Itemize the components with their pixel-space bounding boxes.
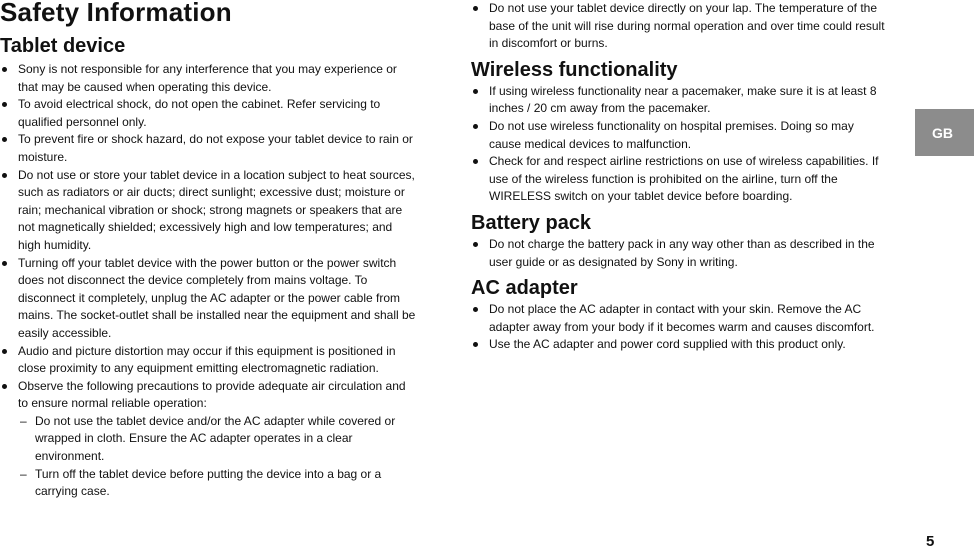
list-item: Do not use your tablet device directly on your lap. The temperature of the base of the unit will rise during normal operation and over time could result in discomfort or burns.	[471, 0, 889, 53]
tablet-device-list	[0, 61, 416, 501]
ac-adapter-list	[471, 301, 889, 354]
list-item: Do not use or store your tablet device in a location subject to heat sources, such as radiators or air ducts; direct sunlight; excessive dust; moisture or rain; mechanical vibration or shock; strong magnets or speakers that are not magnetically shielded; excessively high and low temperatures; and high humidity.	[0, 167, 416, 255]
list-item: To avoid electrical shock, do not open the cabinet. Refer servicing to qualified personnel only.	[0, 96, 416, 131]
list-item-text: Observe the following precautions to provide adequate air circulation and to ensure normal reliable operation:	[18, 378, 406, 411]
list-item: Do not use wireless functionality on hospital premises. Doing so may cause medical devices to malfunction.	[471, 118, 889, 153]
battery-list	[471, 236, 889, 271]
left-column	[0, 0, 416, 501]
sub-list-item: – Turn off the tablet device before putting the device into a bag or a carrying case.	[18, 466, 416, 501]
list-item	[0, 378, 416, 501]
list-item: Check for and respect airline restrictions on use of wireless capabilities. If use of the wireless function is prohibited on the airline, turn off the WIRELESS switch on your tablet device before boarding.	[471, 153, 889, 206]
lap-warning-list	[471, 0, 889, 53]
list-item: Do not place the AC adapter in contact with your skin. Remove the AC adapter away from your body if it becomes warm and causes discomfort.	[471, 301, 889, 336]
wireless-heading: Wireless functionality	[471, 58, 678, 81]
sub-list-item: – Do not use the tablet device and/or the AC adapter while covered or wrapped in cloth. Ensure the AC adapter operates in a clear environment.	[18, 413, 416, 466]
list-item: Sony is not responsible for any interference that you may experience or that may be caused when operating this device.	[0, 61, 416, 96]
list-item: If using wireless functionality near a pacemaker, make sure it is at least 8 inches / 20 cm away from the pacemaker.	[471, 83, 889, 118]
battery-heading: Battery pack	[471, 211, 592, 234]
tablet-device-heading: Tablet device	[0, 35, 126, 57]
sub-list	[18, 413, 416, 501]
right-column	[471, 0, 889, 354]
page-number: 5	[926, 533, 935, 550]
list-item: Turning off your tablet device with the power button or the power switch does not disconnect the device completely from mains voltage. To disconnect it completely, unplug the AC adapter or the power cable from mains. The socket-outlet shall be installed near the equipment and shall be easily accessible.	[0, 255, 416, 343]
list-item: Use the AC adapter and power cord supplied with this product only.	[471, 336, 889, 354]
language-tab: GB	[915, 109, 974, 156]
page-title: Safety Information	[0, 0, 232, 27]
list-item: Audio and picture distortion may occur if this equipment is positioned in close proximity to any equipment emitting electromagnetic radiation.	[0, 343, 416, 378]
wireless-list	[471, 83, 889, 206]
list-item: To prevent fire or shock hazard, do not expose your tablet device to rain or moisture.	[0, 131, 416, 166]
ac-adapter-heading: AC adapter	[471, 277, 578, 300]
list-item: Do not charge the battery pack in any way other than as described in the user guide or as designated by Sony in writing.	[471, 236, 889, 271]
